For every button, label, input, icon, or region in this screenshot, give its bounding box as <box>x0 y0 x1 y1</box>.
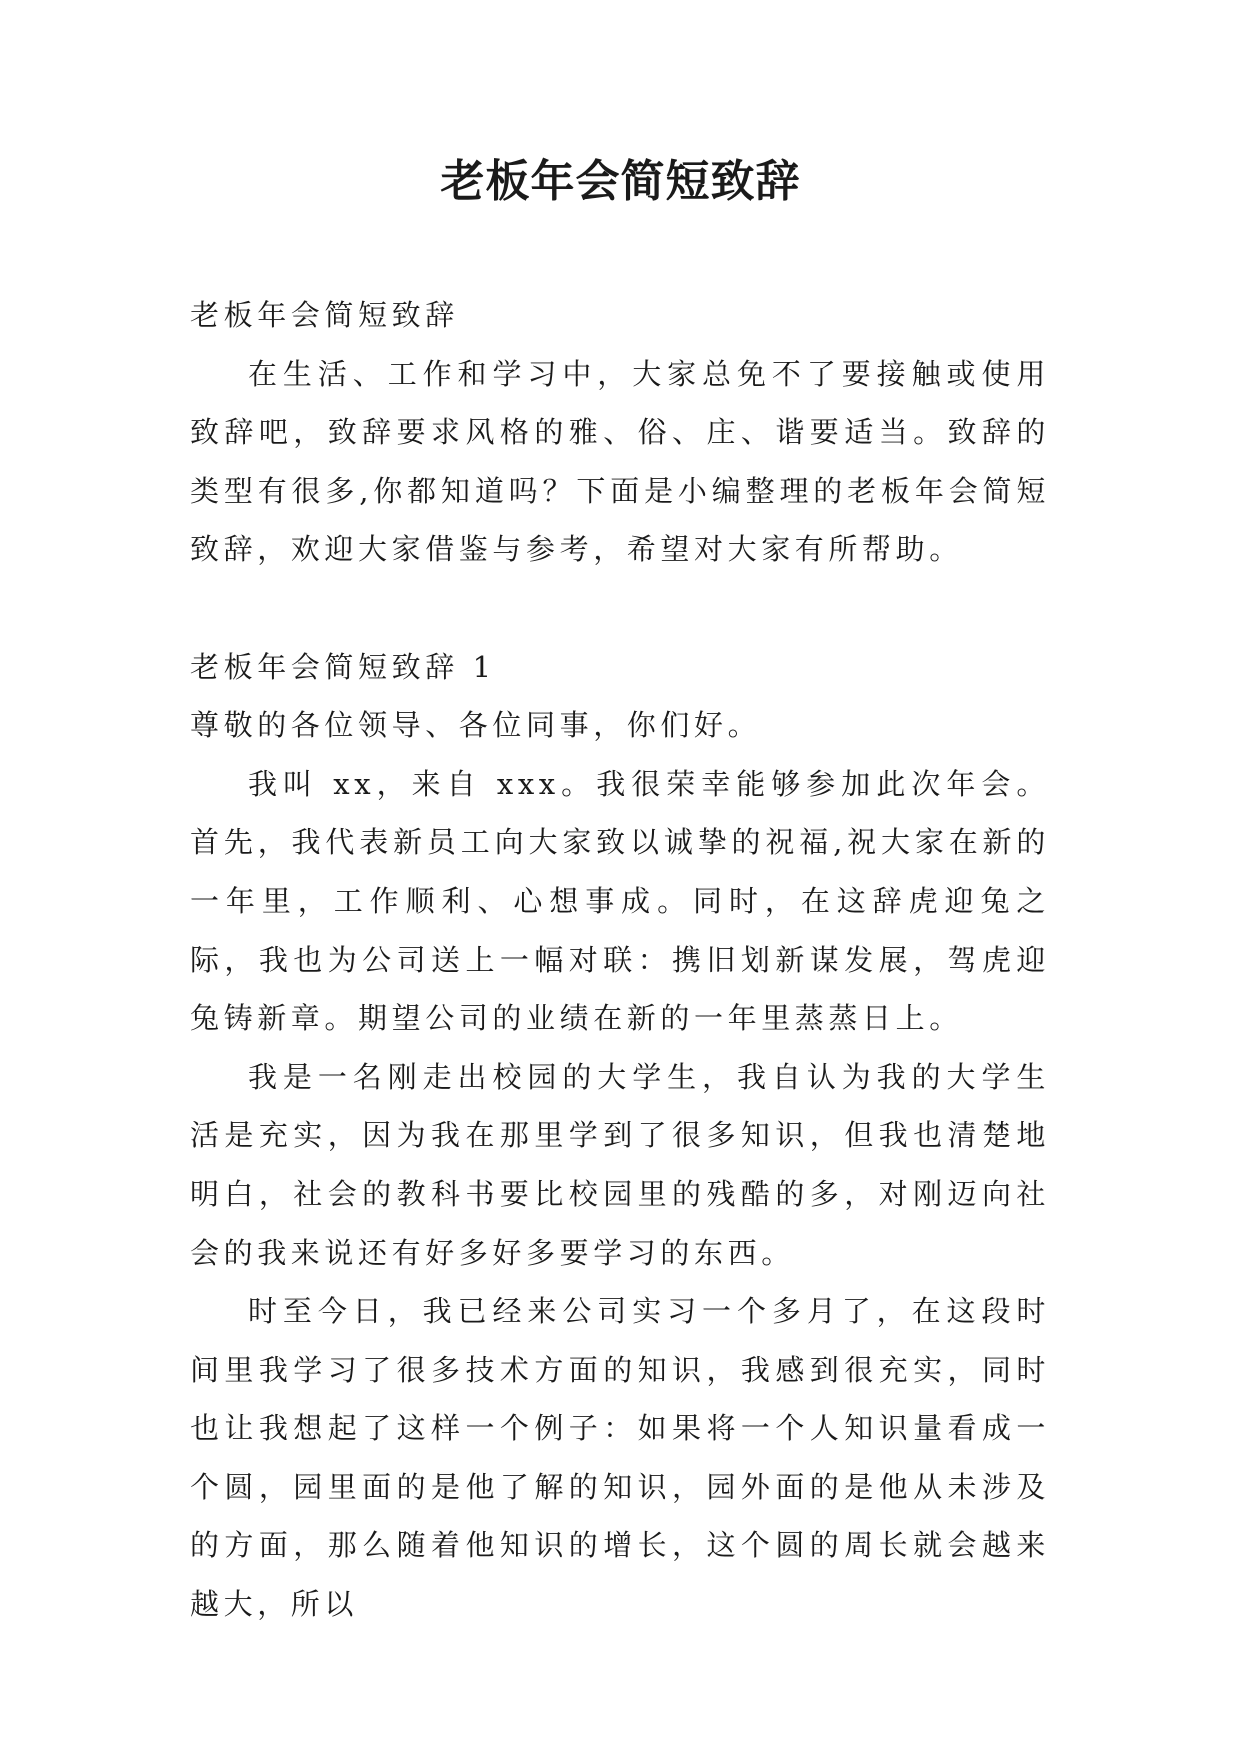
section-heading: 老板年会简短致辞 1 <box>190 649 496 684</box>
greeting-line: 尊敬的各位领导、各位同事，你们好。 <box>190 708 762 743</box>
paragraph-spacer <box>190 579 1050 638</box>
document-subtitle: 老板年会简短致辞 <box>190 298 459 332</box>
intro-paragraph: 在生活、工作和学习中，大家总免不了要接触或使用致辞吧，致辞要求风格的雅、俗、庄、谐要适当。致辞的类型有很多,你都知道吗？下面是小编整理的老板年会简短致辞，欢迎大家借鉴与参考，希望对大家有所帮助。 <box>190 356 1050 567</box>
body-paragraph: 我叫 xx，来自 xxx。我很荣幸能够参加此次年会。首先，我代表新员工向大家致以诚挚的祝福,祝大家在新的一年里，工作顺利、心想事成。同时，在这辞虎迎兔之际，我也为公司送上一幅对联：携旧划新谋发展，驾虎迎兔铸新章。期望公司的业绩在新的一年里蒸蒸日上。 <box>190 766 1050 1036</box>
document-title: 老板年会简短致辞 <box>440 156 801 207</box>
body-paragraph: 时至今日，我已经来公司实习一个多月了，在这段时间里我学习了很多技术方面的知识，我感到很充实，同时也让我想起了这样一个例子：如果将一个人知识量看成一个圆，园里面的是他了解的知识，园外面的是他从未涉及的方面，那么随着他知识的增长，这个圆的周长就会越来越大，所以 <box>190 1294 1050 1622</box>
body-paragraph: 我是一名刚走出校园的大学生，我自认为我的大学生活是充实，因为我在那里学到了很多知识，但我也清楚地明白，社会的教科书要比校园里的残酷的多，对刚迈向社会的我来说还有好多好多要学习的东西。 <box>190 1059 1050 1270</box>
document-body <box>190 286 1050 1634</box>
